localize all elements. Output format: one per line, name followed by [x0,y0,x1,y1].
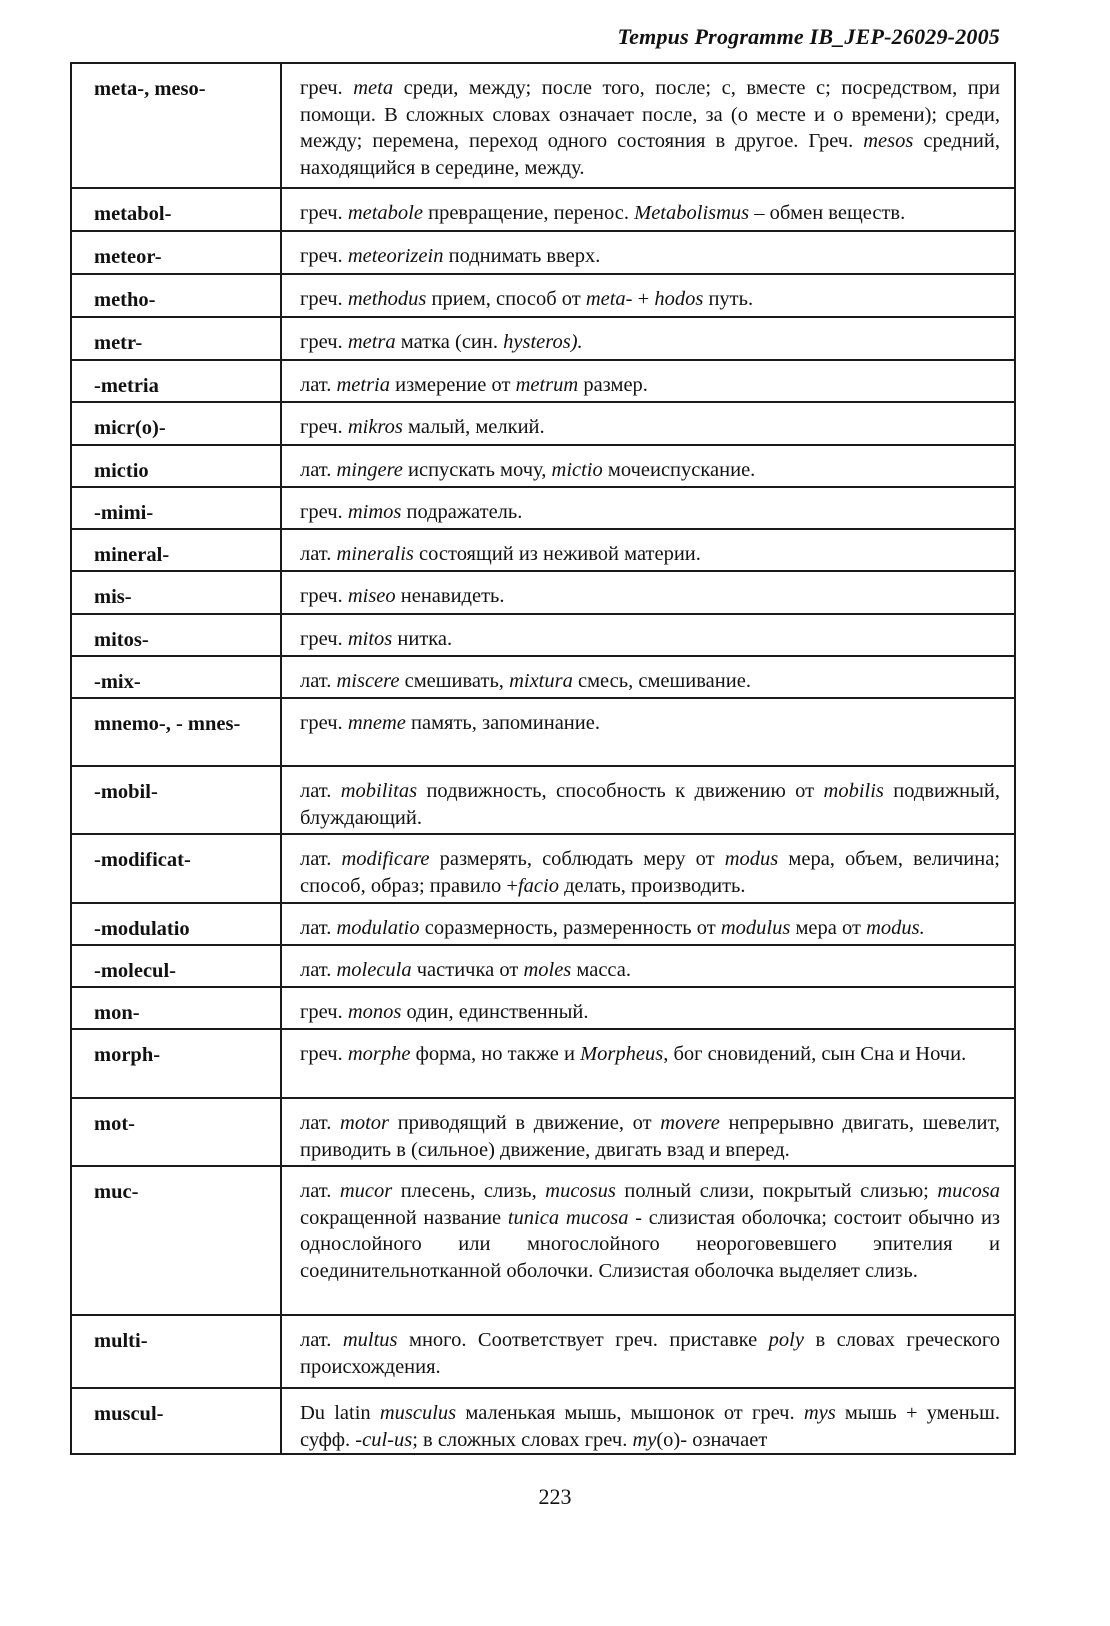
definition-text: лат. [300,959,337,981]
definition-italic-text: Metabolismus [634,202,750,224]
definition-text: лат. [300,459,337,481]
definition-italic-text: musculus [379,1402,457,1424]
definition-text: греч. [300,585,348,607]
definition-text: форма, но также и [410,1043,581,1065]
definition-text: смесь, смешивание. [572,670,751,692]
definition-text: один, единственный. [401,1001,589,1023]
definition-text: малый, мелкий. [402,416,545,438]
glossary-definition [281,317,1015,360]
definition-text: измерение от [390,374,516,396]
definition-italic-text: metrum [515,374,579,396]
page-number: 223 [538,1484,572,1509]
glossary-definition [281,614,1015,656]
definition-italic-text: mys [803,1402,836,1424]
definition-text: масса. [571,959,631,981]
definition-italic-text: facio [517,874,559,897]
glossary-row [71,945,1015,987]
definition-text: лат. [300,1329,343,1351]
glossary-term: mon- [71,987,281,1029]
glossary-definition [281,987,1015,1029]
glossary-definition [281,656,1015,698]
glossary-row [71,656,1015,698]
definition-text: лат. [300,543,337,565]
definition-text: лат. [300,780,341,802]
definition-text: лат. [300,1112,341,1134]
definition-text: маленькая мышь, мышонок от греч. [456,1402,804,1424]
definition-text: в словах греческого происхождения. [300,1329,1000,1378]
definition-italic-text: poly [768,1329,804,1351]
definition-text: превращение, перенос. [422,202,635,224]
definition-text: полный слизи, покрытый слизью; [615,1180,938,1202]
glossary-definition [281,945,1015,987]
running-header: Tempus Programme IB_JEP-26029-2005 [617,24,1000,49]
glossary-body [71,63,1015,1454]
glossary-row [71,1029,1015,1098]
definition-italic-text: miseo [347,585,396,607]
glossary-row [71,529,1015,571]
glossary-row [71,987,1015,1029]
glossary-definition [281,1098,1015,1166]
definition-italic-text: mixtura [509,670,573,692]
definition-italic-text: tunica mucosa [507,1206,629,1229]
definition-italic-text: meteorizein [347,245,444,267]
definition-text: поднимать вверх. [443,245,601,267]
glossary-term: -modulatio [71,903,281,945]
glossary-definition [281,1029,1015,1098]
definition-text: путь. [703,288,754,310]
definition-italic-text: morphe [347,1043,411,1065]
glossary-term: -mimi- [71,487,281,529]
definition-italic-text: Morpheus [580,1043,664,1065]
definition-italic-text: mingere [336,459,403,481]
definition-italic-text: modulatio [336,917,420,939]
glossary-definition [281,487,1015,529]
glossary-definition [281,903,1015,945]
glossary-term: multi- [71,1315,281,1388]
definition-text: мера, объем, величина; способ, образ; правило + [300,848,1001,897]
glossary-term: muc- [71,1166,281,1315]
definition-italic-text: molecula [336,959,412,981]
definition-text: мера от [790,917,867,939]
glossary-term: meteor- [71,231,281,274]
definition-italic-text: hysteros). [503,331,583,353]
definition-text: подвижный, блуждающий. [300,780,1000,829]
definition-italic-text: movere [660,1112,720,1134]
definition-italic-text: hodos [654,288,704,310]
definition-text: состоящий из неживой материи. [413,543,701,565]
glossary-definition [281,529,1015,571]
definition-text: приводящий в движение, от [389,1112,661,1134]
definition-italic-text: mineralis [336,543,414,565]
definition-italic-text: meta- [585,288,633,310]
glossary-term: -mix- [71,656,281,698]
definition-italic-text: my [632,1428,657,1451]
definition-italic-text: mneme [347,712,406,734]
definition-text: греч. [300,77,354,99]
definition-italic-text: multus [342,1329,398,1351]
glossary-definition [281,231,1015,274]
glossary-term: muscul- [71,1388,281,1454]
definition-text: греч. [300,628,348,650]
definition-text: греч. [300,245,348,267]
definition-italic-text: mobilitas [340,780,418,802]
glossary-row [71,360,1015,402]
definition-text: + [632,288,655,310]
definition-italic-text: metria [336,374,390,396]
definition-italic-text: mimos [347,501,402,523]
definition-italic-text: metra [347,331,396,353]
glossary-term: metr- [71,317,281,360]
definition-text: соразмерность, размеренность от [419,917,721,939]
definition-italic-text: mobilis [823,780,884,802]
definition-italic-text: mictio [551,459,603,481]
glossary-row [71,1098,1015,1166]
definition-text: подвижность, способность к движению от [417,780,824,802]
definition-text: греч. [300,712,348,734]
definition-text: частичка от [411,959,524,981]
glossary-term: morph- [71,1029,281,1098]
definition-text: греч. [300,288,348,310]
definition-italic-text: monos [347,1001,402,1023]
glossary-term: -metria [71,360,281,402]
definition-text: лат. [300,374,337,396]
definition-text: - слизистая оболочка; состоит обычно из однослойного или многослойного неороговевшего эпителия и соединительнотканной оболочки. Слизистая оболочка выделяет слизь. [300,1206,1001,1282]
definition-italic-text: mucosus [545,1180,616,1202]
definition-text: мышь + уменьш. суфф. [300,1402,1000,1451]
glossary-row [71,834,1015,903]
glossary-definition [281,1166,1015,1315]
glossary-term: mictio [71,445,281,487]
definition-text: ненавидеть. [395,585,505,607]
glossary-row [71,766,1015,834]
glossary-row [71,274,1015,317]
definition-italic-text: modificare [341,848,430,870]
glossary-row [71,188,1015,231]
definition-italic-text: motor [340,1112,390,1134]
glossary-term: meta-, meso- [71,63,281,188]
definition-italic-text: meta [353,77,394,99]
definition-text: память, запоминание. [405,712,600,734]
definition-text: подражатель. [401,501,523,523]
glossary-term: mnemo-, - mnes- [71,698,281,766]
glossary-definition [281,698,1015,766]
glossary-row [71,63,1015,188]
glossary-term: mis- [71,571,281,614]
glossary-term: mitos- [71,614,281,656]
definition-text: ; в сложных словах греч. [412,1428,633,1451]
definition-italic-text: miscere [336,670,400,692]
definition-text: греч. [300,331,348,353]
definition-text: среди, между; после того, после; с, вместе с; посредством, при помощи. В сложных словах означает после, за (о месте и о времени); среди, между; перемена, переход одного состояния в другое. Греч. [300,77,1000,152]
glossary-definition [281,274,1015,317]
definition-text: испускать мочу, [402,459,552,481]
glossary-row [71,1315,1015,1388]
glossary-definition [281,63,1015,188]
glossary-row [71,231,1015,274]
definition-text: смешивать, [399,670,510,692]
definition-text: греч. [300,202,348,224]
glossary-definition [281,188,1015,231]
definition-text: много. Соответствует греч. приставке [397,1329,769,1351]
definition-text: размер. [578,374,648,396]
definition-italic-text: mucosa [937,1180,1000,1202]
definition-text: – обмен веществ. [749,202,906,224]
glossary-term: mot- [71,1098,281,1166]
glossary-definition [281,445,1015,487]
glossary-row [71,1166,1015,1315]
glossary-row [71,402,1015,445]
glossary-definition [281,1388,1015,1454]
definition-text: лат. [300,917,337,939]
definition-italic-text: -cul-us [355,1428,413,1451]
glossary-term: -modificat- [71,834,281,903]
definition-italic-text: methodus [347,288,427,310]
glossary-row [71,903,1015,945]
glossary-definition [281,360,1015,402]
glossary-row [71,1388,1015,1454]
glossary-row [71,317,1015,360]
definition-text: греч. [300,416,348,438]
glossary-row [71,445,1015,487]
definition-italic-text: mucor [339,1180,393,1202]
glossary-definition [281,1315,1015,1388]
definition-text: лат. [300,848,342,870]
glossary-definition [281,402,1015,445]
definition-text: лат. [300,670,337,692]
definition-italic-text: modus. [866,917,925,939]
definition-text: (о)- означает [656,1428,768,1451]
definition-italic-text: modulus [720,917,791,939]
definition-text: делать, производить. [558,874,746,897]
definition-text: греч. [300,1001,348,1023]
definition-italic-text: mitos [347,628,393,650]
glossary-table [70,62,1016,1455]
definition-text: матка (син. [395,331,504,353]
glossary-row [71,571,1015,614]
definition-text: греч. [300,501,348,523]
definition-text: нитка. [392,628,453,650]
glossary-term: mineral- [71,529,281,571]
definition-text: греч. [300,1043,348,1065]
definition-text: прием, способ от [426,288,586,310]
glossary-definition [281,571,1015,614]
definition-italic-text: metabole [347,202,423,224]
glossary-term: metho- [71,274,281,317]
glossary-term: -molecul- [71,945,281,987]
glossary-term: micr(o)- [71,402,281,445]
glossary-row [71,698,1015,766]
definition-italic-text: modus [724,848,779,870]
glossary-row [71,614,1015,656]
definition-text: непрерывно двигать, шевелит, приводить в (сильное) движение, двигать взад и вперед. [300,1112,1000,1161]
definition-italic-text: mikros [347,416,403,438]
glossary-definition [281,766,1015,834]
definition-text: средний, находящийся в середине, между. [300,130,1000,179]
definition-text: лат. [300,1180,340,1202]
glossary-term: metabol- [71,188,281,231]
definition-text: плесень, слизь, [392,1180,546,1202]
definition-italic-text: moles [523,959,572,981]
definition-text: сокращенной название [300,1206,508,1229]
glossary-term: -mobil- [71,766,281,834]
definition-text: мочеиспускание. [602,459,756,481]
definition-text: , бог сновидений, сын Сна и Ночи. [663,1043,967,1065]
definition-text: размерять, соблюдать меру от [429,848,725,870]
definition-italic-text: mesos [863,130,914,152]
glossary-definition [281,834,1015,903]
definition-text: Du latin [300,1402,380,1424]
glossary-row [71,487,1015,529]
